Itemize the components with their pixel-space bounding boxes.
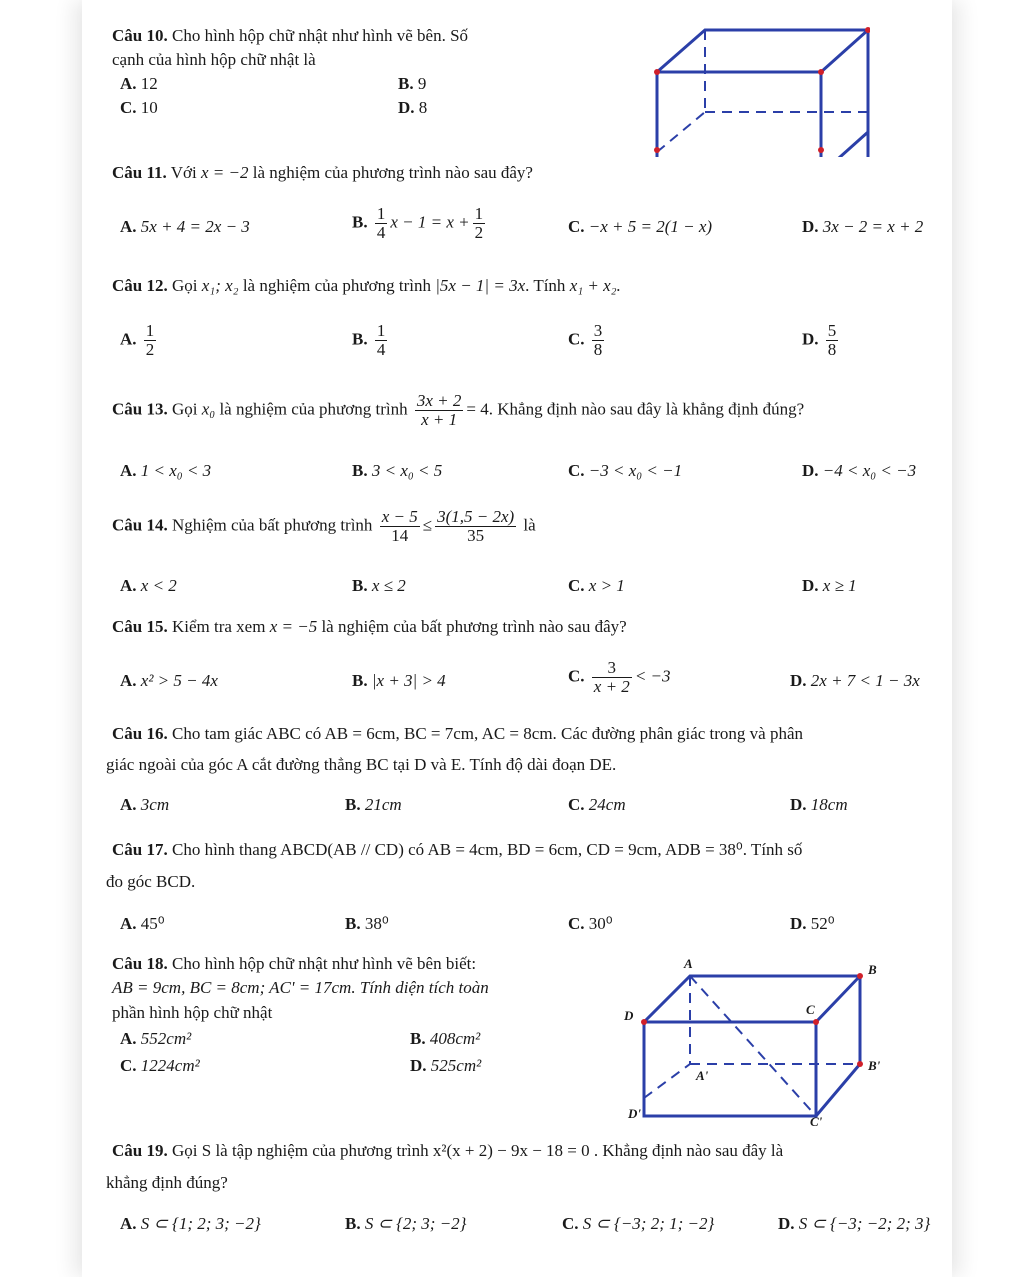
q13-stem: Câu 13. Gọi x₀ là nghiệm của phương trình $\frac{3x + 2}{x + 1}$ = 4. Khẳng định nào sau đây là khẳng định đúng? <box>112 391 805 429</box>
q13-option-b[interactable]: B. 3 < x₀ < 5 <box>352 461 443 480</box>
q10-option-a[interactable]: A. 12 <box>120 74 158 93</box>
vertex-label-c: C <box>806 1002 815 1017</box>
vertex-label-d-prime: D' <box>628 1106 641 1121</box>
q12-option-a[interactable]: A. $\frac{1}{2}$ <box>120 321 155 359</box>
q17-line1: Câu 17. Cho hình thang ABCD(AB // CD) có AB = 4cm, BD = 6cm, CD = 9cm, ADB = 38⁰. Tính số <box>112 840 803 859</box>
q10-option-c[interactable]: C. 10 <box>120 98 158 117</box>
q11-option-a[interactable]: A. 5x + 4 = 2x − 3 <box>120 217 250 236</box>
q10-box-figure <box>645 22 870 157</box>
q18-option-a[interactable]: A. 552cm² <box>120 1029 192 1048</box>
q13-option-d[interactable]: D. −4 < x₀ < −3 <box>802 461 917 480</box>
q13-option-a[interactable]: A. 1 < x₀ < 3 <box>120 461 212 480</box>
q19-line1: Câu 19. Gọi S là tập nghiệm của phương trình x²(x + 2) − 9x − 18 = 0 . Khẳng định nào sau đây là <box>112 1141 784 1160</box>
q12-stem: Câu 12. Gọi x₁; x₂ là nghiệm của phương trình |5x − 1| = 3x. Tính x₁ + x₂. <box>112 276 621 295</box>
q10-option-b[interactable]: B. 9 <box>398 74 427 93</box>
q17-option-d[interactable]: D. 52⁰ <box>790 914 835 933</box>
q19-line2: khẳng định đúng? <box>106 1173 228 1192</box>
q18-line2: AB = 9cm, BC = 8cm; AC' = 17cm. Tính diện tích toàn <box>112 978 489 997</box>
q12-option-d[interactable]: D. $\frac{5}{8}$ <box>802 321 837 359</box>
q15-option-c[interactable]: C. $\frac{3}{x + 2}$ < −3 <box>568 658 671 696</box>
q16-option-d[interactable]: D. 18cm <box>790 795 848 814</box>
q16-line1: Câu 16. Cho tam giác ABC có AB = 6cm, BC = 7cm, AC = 8cm. Các đường phân giác trong và phân <box>112 724 804 743</box>
q15-stem: Câu 15. Kiểm tra xem x = −5 là nghiệm của bất phương trình nào sau đây? <box>112 617 627 636</box>
q14-option-a[interactable]: A. x < 2 <box>120 576 177 595</box>
q11-option-b[interactable]: B. $\frac{1}{4}$ x − 1 = x + $\frac{1}{2}$ <box>352 204 484 242</box>
q19-option-c[interactable]: C. S ⊂ {−3; 2; 1; −2} <box>562 1214 715 1233</box>
q14-option-d[interactable]: D. x ≥ 1 <box>802 576 857 595</box>
q14-option-c[interactable]: C. x > 1 <box>568 576 625 595</box>
q17-option-a[interactable]: A. 45⁰ <box>120 914 165 933</box>
vertex-label-a: A <box>684 956 693 971</box>
q11-option-d[interactable]: D. 3x − 2 = x + 2 <box>802 217 924 236</box>
q19-option-a[interactable]: A. S ⊂ {1; 2; 3; −2} <box>120 1214 261 1233</box>
q11-stem: Câu 11. Với x = −2 là nghiệm của phương trình nào sau đây? <box>112 163 533 182</box>
vertex-label-a-prime: A' <box>696 1068 709 1083</box>
q16-line2: giác ngoài của góc A cắt đường thẳng BC tại D và E. Tính độ dài đoạn DE. <box>106 755 617 774</box>
q18-option-b[interactable]: B. 408cm² <box>410 1029 481 1048</box>
q15-option-a[interactable]: A. x² > 5 − 4x <box>120 671 218 690</box>
vertex-label-c-prime: C' <box>810 1114 823 1129</box>
q18-line3: phần hình hộp chữ nhật <box>112 1003 273 1022</box>
vertex-label-b: B <box>868 962 877 977</box>
q15-option-d[interactable]: D. 2x + 7 < 1 − 3x <box>790 671 920 690</box>
q17-option-c[interactable]: C. 30⁰ <box>568 914 613 933</box>
q19-option-b[interactable]: B. S ⊂ {2; 3; −2} <box>345 1214 467 1233</box>
q11-option-c[interactable]: C. −x + 5 = 2(1 − x) <box>568 217 713 236</box>
q16-option-c[interactable]: C. 24cm <box>568 795 626 814</box>
q19-option-d[interactable]: D. S ⊂ {−3; −2; 2; 3} <box>778 1214 931 1233</box>
q15-option-b[interactable]: B. |x + 3| > 4 <box>352 671 446 690</box>
q18-line1: Câu 18. Cho hình hộp chữ nhật như hình vẽ bên biết: <box>112 954 477 973</box>
q18-option-c[interactable]: C. 1224cm² <box>120 1056 200 1075</box>
q17-option-b[interactable]: B. 38⁰ <box>345 914 389 933</box>
q12-option-b[interactable]: B. $\frac{1}{4}$ <box>352 321 386 359</box>
q14-stem: Câu 14. Nghiệm của bất phương trình $\frac{x - 5}{14}$ ≤ $\frac{3(1,5 - 2x)}{35}$ là <box>112 507 536 545</box>
q17-line2: đo góc BCD. <box>106 872 196 891</box>
vertex-label-b-prime: B' <box>868 1058 881 1073</box>
q13-option-c[interactable]: C. −3 < x₀ < −1 <box>568 461 683 480</box>
q10-line1: Câu 10. Cho hình hộp chữ nhật như hình vẽ bên. Số <box>112 26 469 45</box>
q16-option-a[interactable]: A. 3cm <box>120 795 170 814</box>
q18-box-figure <box>620 952 890 1130</box>
q10-option-d[interactable]: D. 8 <box>398 98 428 117</box>
q12-option-c[interactable]: C. $\frac{3}{8}$ <box>568 321 603 359</box>
vertex-label-d: D <box>624 1008 634 1023</box>
q10-line2: cạnh của hình hộp chữ nhật là <box>112 50 316 69</box>
q18-option-d[interactable]: D. 525cm² <box>410 1056 482 1075</box>
q14-option-b[interactable]: B. x ≤ 2 <box>352 576 406 595</box>
q16-option-b[interactable]: B. 21cm <box>345 795 402 814</box>
